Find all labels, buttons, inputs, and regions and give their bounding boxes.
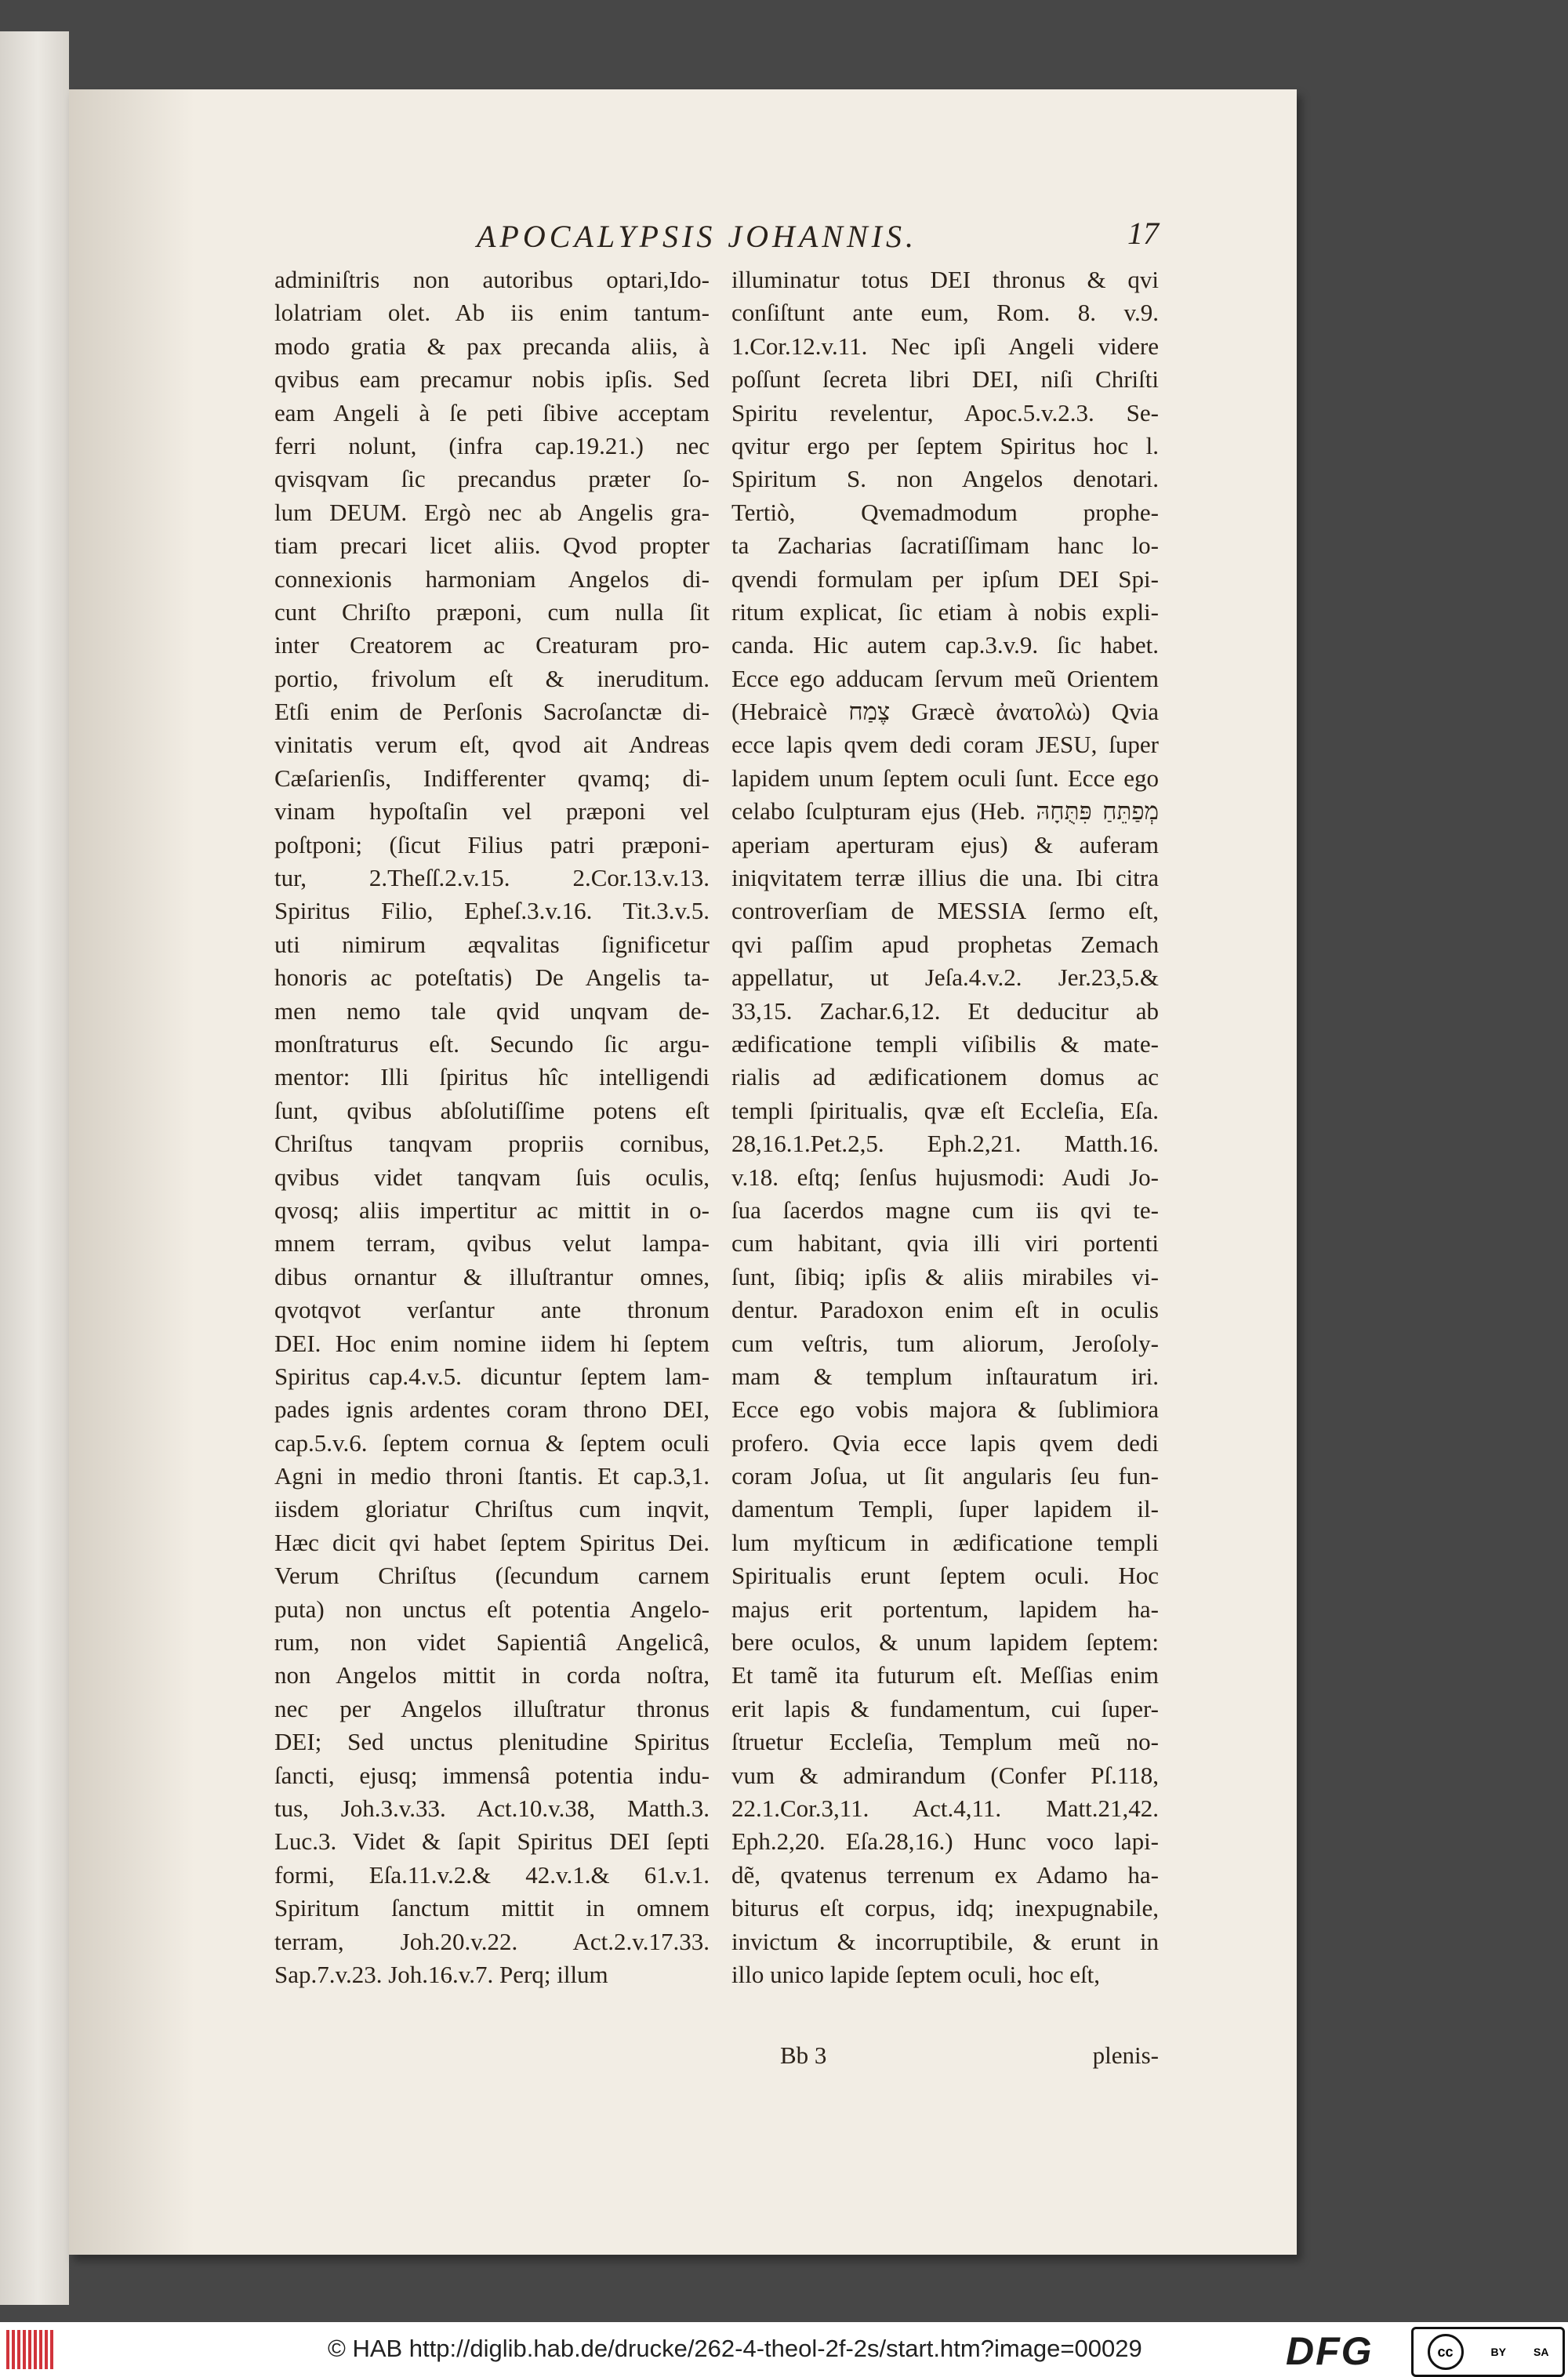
text-line: tus, Joh.3.v.33. Act.10.v.38, Matth.3. bbox=[274, 1794, 710, 1822]
logo-bar bbox=[39, 2330, 42, 2369]
logo-bar bbox=[28, 2330, 31, 2369]
text-line: Etſi enim de Perſonis Sacroſanctæ di- bbox=[274, 698, 710, 726]
text-line: erit lapis & fundamentum, cui ſuper- bbox=[731, 1694, 1159, 1722]
previous-page-edge bbox=[0, 31, 69, 2305]
source-url[interactable]: © HAB http://diglib.hab.de/drucke/262-4-theol-2f-2s/start.htm?image=00029 bbox=[328, 2335, 1142, 2362]
text-line: 28,16.1.Pet.2,5. Eph.2,21. Matth.16. bbox=[731, 1130, 1159, 1158]
text-line: Spiritum S. non Angelos denotari. bbox=[731, 465, 1159, 493]
text-line: iisdem gloriatur Chriſtus cum inqvit, bbox=[274, 1495, 710, 1523]
text-line: qvitur ergo per ſeptem Spiritus hoc l. bbox=[731, 431, 1159, 459]
dfg-logo: DFG bbox=[1286, 2329, 1374, 2373]
text-line: Verum Chriſtus (ſecundum carnem bbox=[274, 1562, 710, 1590]
sa-label: SA bbox=[1534, 2346, 1549, 2358]
text-line: aperiam aperturam ejus) & auferam bbox=[731, 830, 1159, 858]
text-line: Spiritus cap.4.v.5. dicuntur ſeptem lam- bbox=[274, 1362, 710, 1390]
logo-bar bbox=[12, 2330, 15, 2369]
text-line: biturus eſt corpus, idq; inexpugnabile, bbox=[731, 1894, 1159, 1922]
text-line: Spiritus Filio, Epheſ.3.v.16. Tit.3.v.5. bbox=[274, 897, 710, 925]
text-line: honoris ac poteſtatis) De Angelis ta- bbox=[274, 964, 710, 992]
text-line: qvotqvot verſantur ante thronum bbox=[274, 1296, 710, 1324]
text-line: appellatur, ut Jeſa.4.v.2. Jer.23,5.& bbox=[731, 964, 1159, 992]
hab-logo bbox=[6, 2330, 53, 2369]
text-line: cum veſtris, tum aliorum, Jeroſoly- bbox=[731, 1329, 1159, 1357]
text-line: mam & templum inſtauratum iri. bbox=[731, 1362, 1159, 1390]
text-line: ſancti, ejusq; immensâ potentia indu- bbox=[274, 1761, 710, 1789]
page-number: 17 bbox=[1127, 216, 1159, 251]
text-line: Agni in medio throni ſtantis. Et cap.3,1. bbox=[274, 1462, 710, 1490]
attribution-bar bbox=[0, 2322, 1568, 2377]
text-line: Ecce ego adducam ſervum meũ Orientem bbox=[731, 664, 1159, 692]
text-line: portio, frivolum eſt & ineruditum. bbox=[274, 664, 710, 692]
text-line: Sap.7.v.23. Joh.16.v.7. Perq; illum bbox=[274, 1960, 608, 1988]
logo-bar bbox=[45, 2330, 48, 2369]
text-line: damentum Templi, ſuper lapidem il- bbox=[731, 1495, 1159, 1523]
text-line: ædificatione templi viſibilis & mate- bbox=[731, 1029, 1159, 1058]
text-line: Luc.3. Videt & ſapit Spiritus DEI ſepti bbox=[274, 1827, 710, 1856]
text-line: connexionis harmoniam Angelos di- bbox=[274, 564, 710, 593]
text-line: Chriſtus tanqvam propriis cornibus, bbox=[274, 1130, 710, 1158]
running-head: APOCALYPSIS JOHANNIS. bbox=[477, 219, 917, 254]
text-line: 1.Cor.12.v.11. Nec ipſi Angeli videre bbox=[731, 332, 1159, 360]
logo-bar bbox=[6, 2330, 9, 2369]
text-line: adminiſtris non autoribus optari,Ido- bbox=[274, 266, 710, 293]
text-line: inter Creatorem ac Creaturam pro- bbox=[274, 631, 710, 659]
text-line: lapidem unum ſeptem oculi ſunt. Ecce ego bbox=[731, 764, 1159, 792]
book-page bbox=[69, 89, 1297, 2255]
text-line: puta) non unctus eſt potentia Angelo- bbox=[274, 1595, 710, 1623]
text-line: lum DEUM. Ergò nec ab Angelis gra- bbox=[274, 498, 710, 526]
text-line: ritum explicat, ſic etiam à nobis expli- bbox=[731, 597, 1159, 626]
text-line: controverſiam de MESSIA ſermo eſt, bbox=[731, 897, 1159, 925]
text-line: nec per Angelos illuſtratur thronus bbox=[274, 1694, 710, 1722]
text-line: qvibus eam precamur nobis ipſis. Sed bbox=[274, 365, 710, 394]
text-line: qvendi formulam per ipſum DEI Spi- bbox=[731, 564, 1159, 593]
text-line: 22.1.Cor.3,11. Act.4,11. Matt.21,42. bbox=[731, 1794, 1159, 1822]
text-line: modo gratia & pax precanda aliis, à bbox=[274, 332, 710, 360]
text-line: profero. Qvia ecce lapis qvem dedi bbox=[731, 1428, 1159, 1457]
text-line: Cæſarienſis, Indifferenter qvamq; di- bbox=[274, 764, 710, 792]
text-line: cap.5.v.6. ſeptem cornua & ſeptem oculi bbox=[274, 1428, 710, 1457]
text-line: dẽ, qvatenus terrenum ex Adamo ha- bbox=[731, 1860, 1159, 1889]
left-text-column bbox=[274, 263, 710, 1991]
text-line: vum & admirandum (Confer Pſ.118, bbox=[731, 1761, 1159, 1789]
text-line: invictum & incorruptibile, & erunt in bbox=[731, 1927, 1159, 1955]
text-line: illuminatur totus DEI thronus & qvi bbox=[731, 266, 1159, 293]
text-line: rialis ad ædificationem domus ac bbox=[731, 1063, 1159, 1091]
text-line: Spiritu revelentur, Apoc.5.v.2.3. Se- bbox=[731, 398, 1159, 426]
text-line: ſunt, ſibiq; ipſis & aliis mirabiles vi- bbox=[731, 1262, 1159, 1290]
text-line: ſua ſacerdos magne cum iis qvi te- bbox=[731, 1196, 1159, 1224]
text-line: dibus ornantur & illuſtrantur omnes, bbox=[274, 1262, 710, 1290]
text-line: mentor: Illi ſpiritus hîc intelligendi bbox=[274, 1063, 710, 1091]
text-line: Et tamẽ ita futurum eſt. Meſſias enim bbox=[731, 1661, 1159, 1689]
text-line: qvisqvam ſic precandus præter ſo- bbox=[274, 465, 710, 493]
text-line: ſtruetur Eccleſia, Templum meũ no- bbox=[731, 1728, 1159, 1756]
text-line: Hæc dicit qvi habet ſeptem Spiritus Dei. bbox=[274, 1528, 710, 1556]
text-line: uti nimirum æqvalitas ſignificetur bbox=[274, 930, 710, 958]
text-line: 33,15. Zachar.6,12. Et deducitur ab bbox=[731, 996, 1159, 1025]
text-line: non Angelos mittit in corda noſtra, bbox=[274, 1661, 710, 1689]
text-line: v.18. eſtq; ſenſus hujusmodi: Audi Jo- bbox=[731, 1163, 1159, 1191]
text-line: ferri nolunt, (infra cap.19.21.) nec bbox=[274, 431, 710, 459]
text-line: Tertiò, Qvemadmodum prophe- bbox=[731, 498, 1159, 526]
text-line: canda. Hic autem cap.3.v.9. ſic habet. bbox=[731, 631, 1159, 659]
text-line: Spiritualis erunt ſeptem oculi. Hoc bbox=[731, 1562, 1159, 1590]
text-line: terram, Joh.20.v.22. Act.2.v.17.33. bbox=[274, 1927, 710, 1955]
text-line: mnem terram, qvibus velut lampa- bbox=[274, 1229, 710, 1257]
text-line: coram Joſua, ut ſit angularis ſeu fun- bbox=[731, 1462, 1159, 1490]
text-line: cunt Chriſto præponi, cum nulla ſit bbox=[274, 597, 710, 626]
text-line: pades ignis ardentes coram throno DEI, bbox=[274, 1395, 710, 1424]
text-line: men nemo tale qvid unqvam de- bbox=[274, 996, 710, 1025]
logo-bar bbox=[50, 2330, 53, 2369]
text-line: qvi paſſim apud prophetas Zemach bbox=[731, 930, 1159, 958]
text-line: (Hebraicè צֶמַח Græcè ἀνατολὼ) Qvia bbox=[731, 698, 1159, 726]
text-line: templi ſpiritualis, qvæ eſt Eccleſia, Eſa. bbox=[731, 1096, 1159, 1124]
text-line: illo unico lapide ſeptem oculi, hoc eſt, bbox=[731, 1960, 1101, 1988]
by-label: BY bbox=[1490, 2346, 1506, 2358]
text-line: cum habitant, qvia illi viri portenti bbox=[731, 1229, 1159, 1257]
right-text-column bbox=[731, 263, 1159, 1991]
text-line: monſtraturus eſt. Secundo ſic argu- bbox=[274, 1029, 710, 1058]
logo-bar bbox=[23, 2330, 26, 2369]
text-line: lum myſticum in ædificatione templi bbox=[731, 1528, 1159, 1556]
text-line: vinam hypoſtaſin vel præponi vel bbox=[274, 797, 710, 826]
text-line: ſunt, qvibus abſolutiſſime potens eſt bbox=[274, 1096, 710, 1124]
text-line: iniqvitatem terræ illius die una. Ibi citra bbox=[731, 864, 1159, 892]
signature-mark: Bb 3 bbox=[780, 2041, 827, 2069]
text-line: bere oculos, & unum lapidem ſeptem: bbox=[731, 1628, 1159, 1657]
text-line: qvibus videt tanqvam ſuis oculis, bbox=[274, 1163, 710, 1191]
text-line: Eph.2,20. Eſa.28,16.) Hunc voco lapi- bbox=[731, 1827, 1159, 1856]
text-line: ta Zacharias ſacratiſſimam hanc lo- bbox=[731, 532, 1159, 560]
text-line: Spiritum ſanctum mittit in omnem bbox=[274, 1894, 710, 1922]
text-line: qvosq; aliis impertitur ac mittit in o- bbox=[274, 1196, 710, 1224]
cc-license-badge[interactable] bbox=[1411, 2327, 1565, 2377]
catchword: plenis- bbox=[1092, 2041, 1159, 2069]
text-line: majus erit portentum, lapidem ha- bbox=[731, 1595, 1159, 1623]
text-line: DEI; Sed unctus plenitudine Spiritus bbox=[274, 1728, 710, 1756]
text-line: eam Angeli à ſe peti ſibive acceptam bbox=[274, 398, 710, 426]
text-line: dentur. Paradoxon enim eſt in oculis bbox=[731, 1296, 1159, 1324]
text-line: ecce lapis qvem dedi coram JESU, ſuper bbox=[731, 731, 1159, 759]
text-line: formi, Eſa.11.v.2.& 42.v.1.& 61.v.1. bbox=[274, 1860, 710, 1889]
text-line: tiam precari licet aliis. Qvod propter bbox=[274, 532, 710, 560]
text-line: Ecce ego vobis majora & ſublimiora bbox=[731, 1395, 1159, 1424]
text-line: DEI. Hoc enim nomine iidem hi ſeptem bbox=[274, 1329, 710, 1357]
text-line: conſiſtunt ante eum, Rom. 8. v.9. bbox=[731, 299, 1159, 327]
cc-icon: cc bbox=[1428, 2334, 1464, 2370]
logo-bar bbox=[34, 2330, 37, 2369]
text-line: poſtponi; (ſicut Filius patri præponi- bbox=[274, 830, 710, 858]
text-line: vinitatis verum eſt, qvod ait Andreas bbox=[274, 731, 710, 759]
text-line: lolatriam olet. Ab iis enim tantum- bbox=[274, 299, 710, 327]
text-line: rum, non videt Sapientiâ Angelicâ, bbox=[274, 1628, 710, 1657]
text-line: celabo ſculpturam ejus (Heb. מְפַתֵּחַ פִּתֻּחָהּ bbox=[731, 797, 1159, 826]
logo-bar bbox=[17, 2330, 20, 2369]
text-line: poſſunt ſecreta libri DEI, niſi Chriſti bbox=[731, 365, 1159, 394]
text-line: tur, 2.Theſſ.2.v.15. 2.Cor.13.v.13. bbox=[274, 864, 710, 892]
